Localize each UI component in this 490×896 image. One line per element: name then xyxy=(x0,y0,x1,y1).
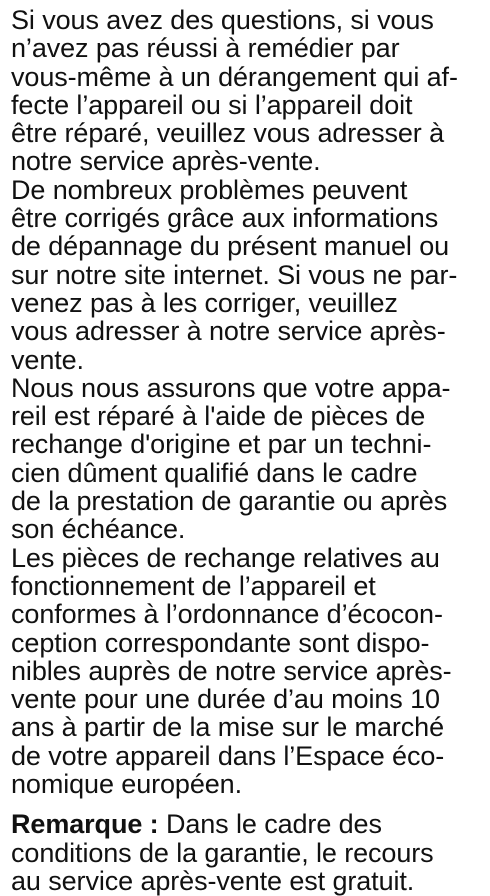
text-line: ans à partir de la mise sur le marché xyxy=(11,712,444,743)
text-line: conformes à l’ordonnance d’écocon- xyxy=(11,599,443,630)
text-line: au service après-vente est gratuit. xyxy=(11,865,415,896)
text-line: notre service après-vente. xyxy=(11,146,321,177)
text-line: Si vous avez des questions, si vous xyxy=(11,5,434,35)
remark-note xyxy=(11,810,490,895)
paragraph-questions xyxy=(11,6,490,176)
text-line: venez pas à les corriger, veuillez xyxy=(11,287,398,318)
text-line: De nombreux problèmes peuvent xyxy=(11,174,408,205)
text-line: vous adresser à notre service après- xyxy=(11,316,446,347)
text-line: ception correspondante sont dispo- xyxy=(11,627,430,658)
text-line: rechange d'origine et par un techni- xyxy=(11,429,432,460)
text-line: reil est réparé à l'aide de pièces de xyxy=(11,401,426,432)
text-line: nibles auprès de notre service après- xyxy=(11,655,452,686)
text-line: de la prestation de garantie ou après xyxy=(11,486,448,517)
paragraph-troubleshooting xyxy=(11,176,490,374)
remark-text: Dans le cadre des xyxy=(158,809,382,840)
paragraph-original-parts xyxy=(11,374,490,544)
text-line: vente pour une durée d’au moins 10 xyxy=(11,684,440,715)
text-line: Les pièces de rechange relatives au xyxy=(11,542,440,573)
text-line: fonctionnement de l’appareil et xyxy=(11,570,376,601)
text-line: vous-même à un dérangement qui af- xyxy=(11,61,458,92)
text-line: sur notre site internet. Si vous ne par- xyxy=(11,259,458,290)
text-line: conditions de la garantie, le recours xyxy=(11,837,434,868)
text-line: nomique européen. xyxy=(11,769,242,800)
remark-label: Remarque : xyxy=(11,809,159,840)
text-line: cien dûment qualifié dans le cadre xyxy=(11,457,418,488)
text-line: de dépannage du présent manuel ou xyxy=(11,231,450,262)
text-line: fecte l’appareil ou si l’appareil doit xyxy=(11,89,413,120)
text-line: être corrigés grâce aux informations xyxy=(11,203,439,234)
remark-first-line xyxy=(11,810,490,838)
text-line: vente. xyxy=(11,344,84,375)
paragraph-spare-parts xyxy=(11,544,490,799)
text-line: être réparé, veuillez vous adresser à xyxy=(11,118,445,149)
text-line: Nous nous assurons que votre appa- xyxy=(11,372,451,403)
text-line: de votre appareil dans l’Espace éco- xyxy=(11,740,445,771)
text-line: n’avez pas réussi à remédier par xyxy=(11,33,400,64)
text-line: son échéance. xyxy=(11,514,186,545)
